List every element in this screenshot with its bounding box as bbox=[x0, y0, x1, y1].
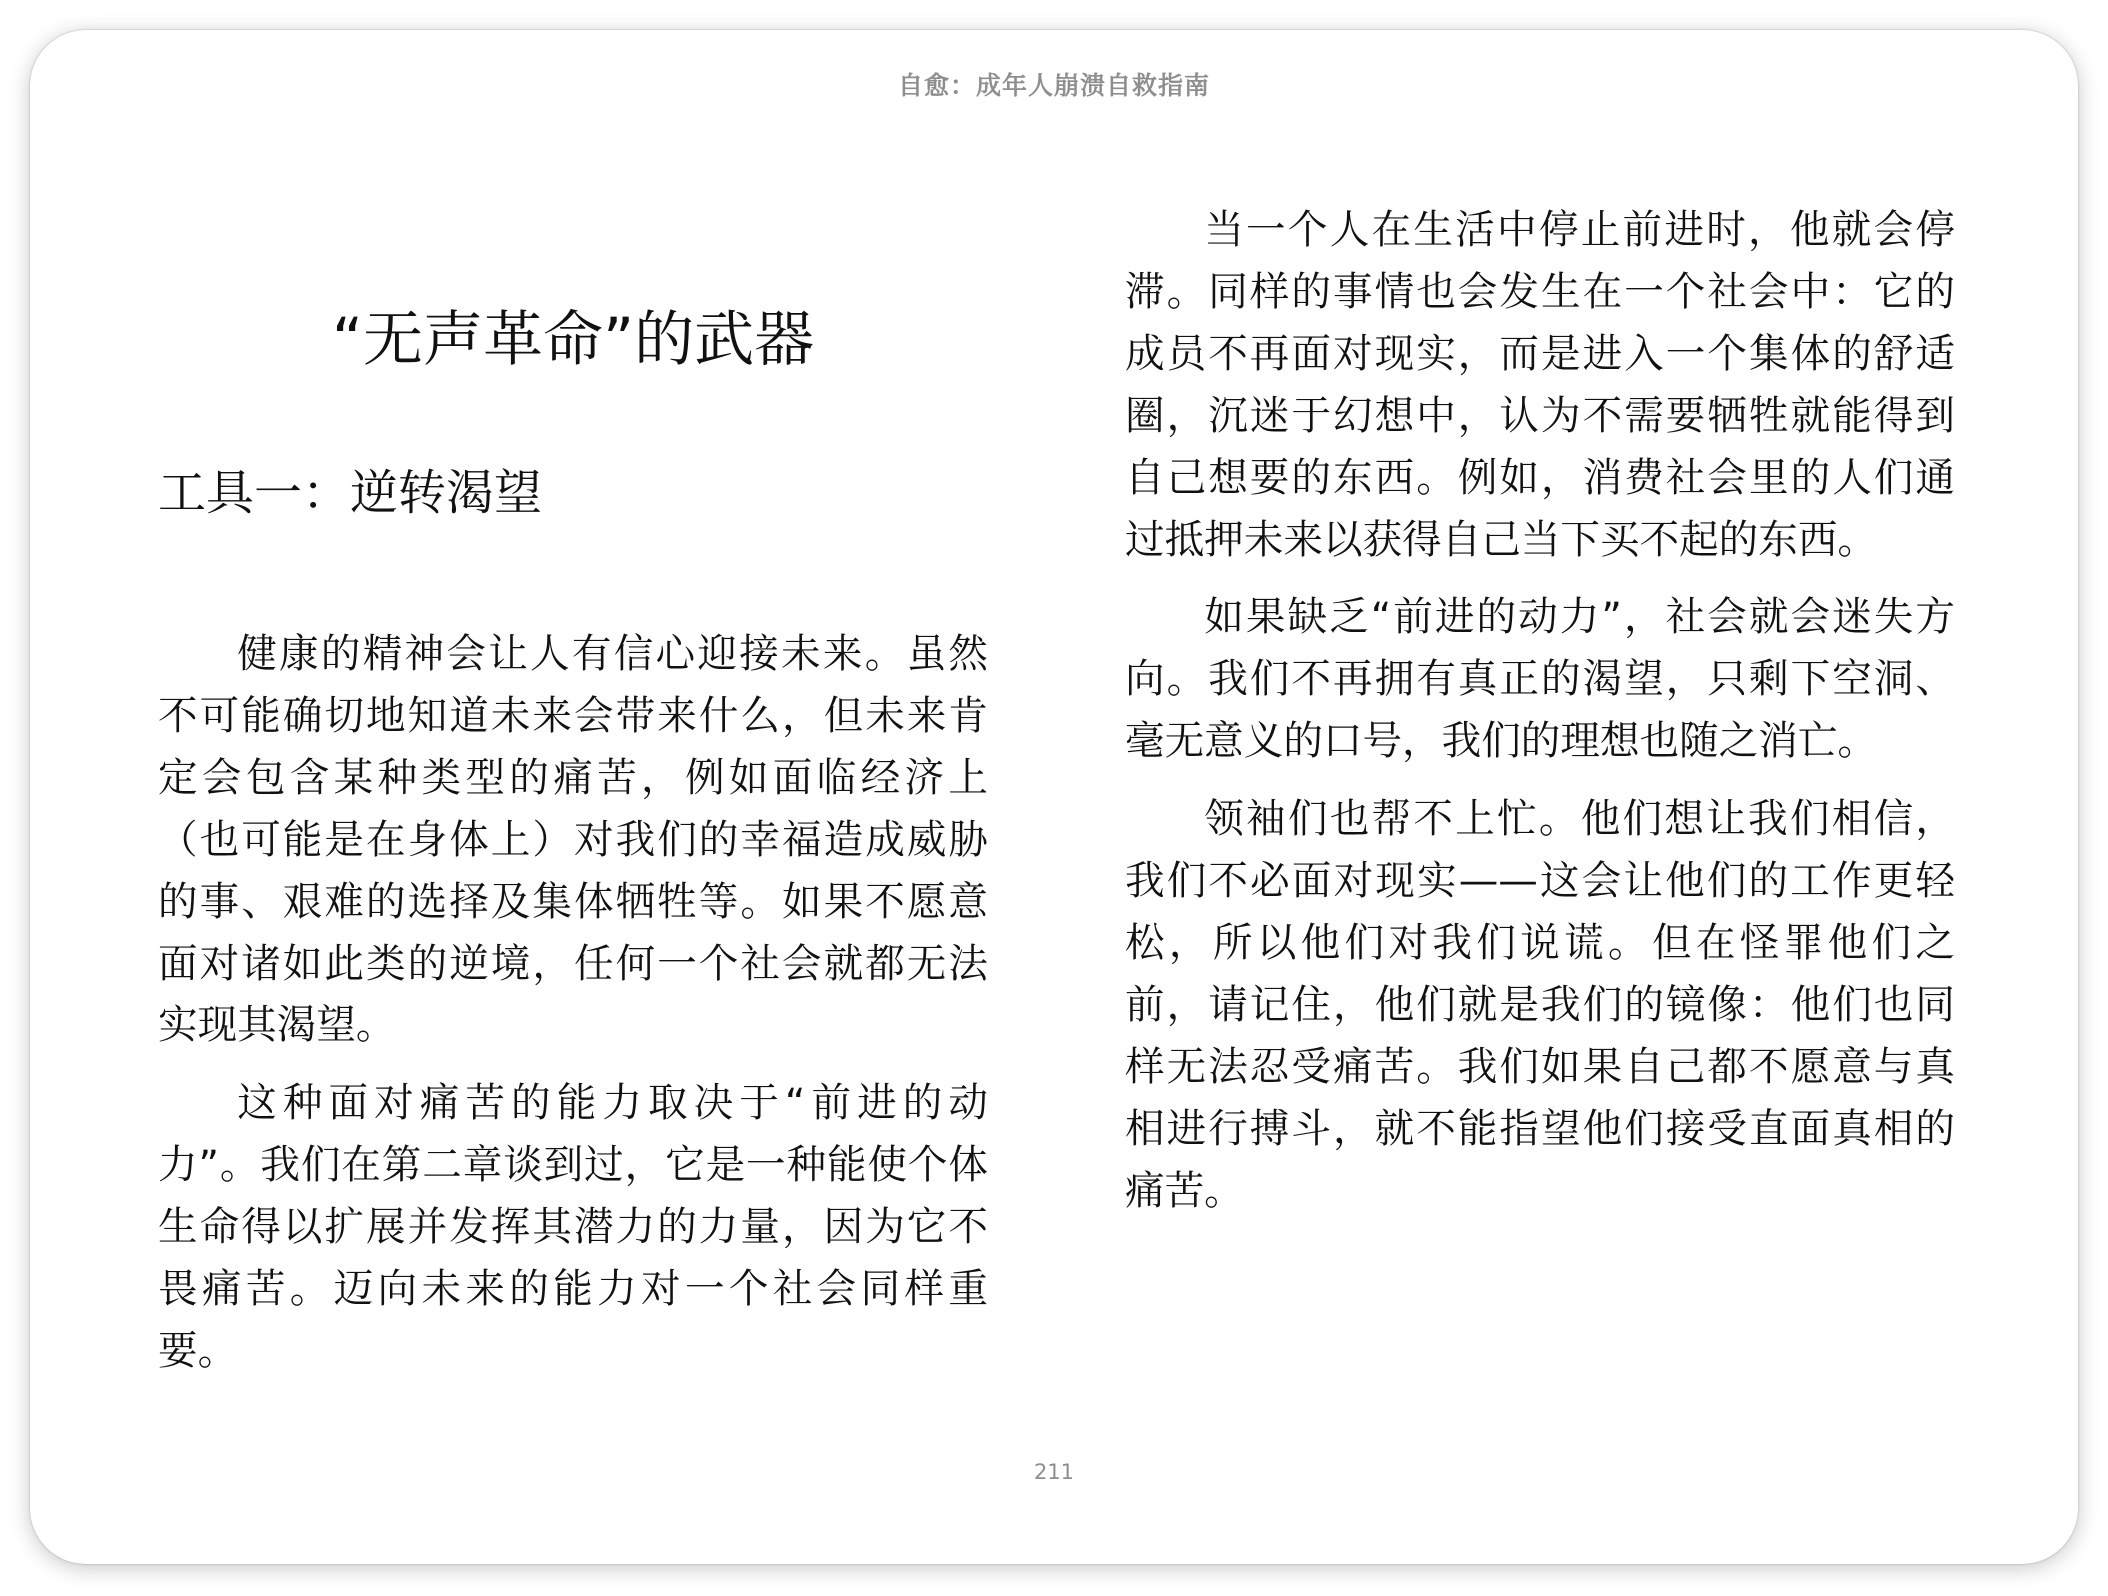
book-title: 自愈：成年人崩溃自救指南 bbox=[897, 71, 1210, 100]
section-title: 工具一：逆转渴望 bbox=[158, 465, 543, 521]
paragraph: 这种面对痛苦的能力取决于“前进的动力”。我们在第二章谈到过，它是一种能使个体生命得以扩展并发挥其潜力的力量，因为它不畏痛苦。迈向未来的能力对一个社会同样重要。 bbox=[158, 1080, 988, 1374]
left-page-body bbox=[158, 624, 988, 1399]
paragraph: 健康的精神会让人有信心迎接未来。虽然不可能确切地知道未来会带来什么，但未来肯定会包含某种类型的痛苦，例如面临经济上（也可能是在身体上）对我们的幸福造成威胁的事、艰难的选择及集体牺牲等。如果不愿意面对诸如此类的逆境，任何一个社会就都无法实现其渴望。 bbox=[158, 631, 988, 1049]
book-reader-window bbox=[30, 30, 2078, 1564]
paragraph: 领袖们也帮不上忙。他们想让我们相信，我们不必面对现实——这会让他们的工作更轻松，所以他们对我们说谎。但在怪罪他们之前，请记住，他们就是我们的镜像：他们也同样无法忍受痛苦。我们如果自己都不愿意与真相进行搏斗，就不能指望他们接受直面真相的痛苦。 bbox=[1125, 796, 1955, 1214]
paragraph: 如果缺乏“前进的动力”，社会就会迷失方向。我们不再拥有真正的渴望，只剩下空洞、毫无意义的口号，我们的理想也随之消亡。 bbox=[1125, 594, 1955, 765]
chapter-title: “无声革命”的武器 bbox=[331, 305, 815, 375]
paragraph: 当一个人在生活中停止前进时，他就会停滞。同样的事情也会发生在一个社会中：它的成员不再面对现实，而是进入一个集体的舒适圈，沉迷于幻想中，认为不需要牺牲就能得到自己想要的东西。例如，消费社会里的人们通过抵押未来以获得自己当下买不起的东西。 bbox=[1125, 207, 1955, 563]
right-page-body bbox=[1125, 200, 1955, 1239]
page-number: 211 bbox=[1033, 1460, 1075, 1484]
